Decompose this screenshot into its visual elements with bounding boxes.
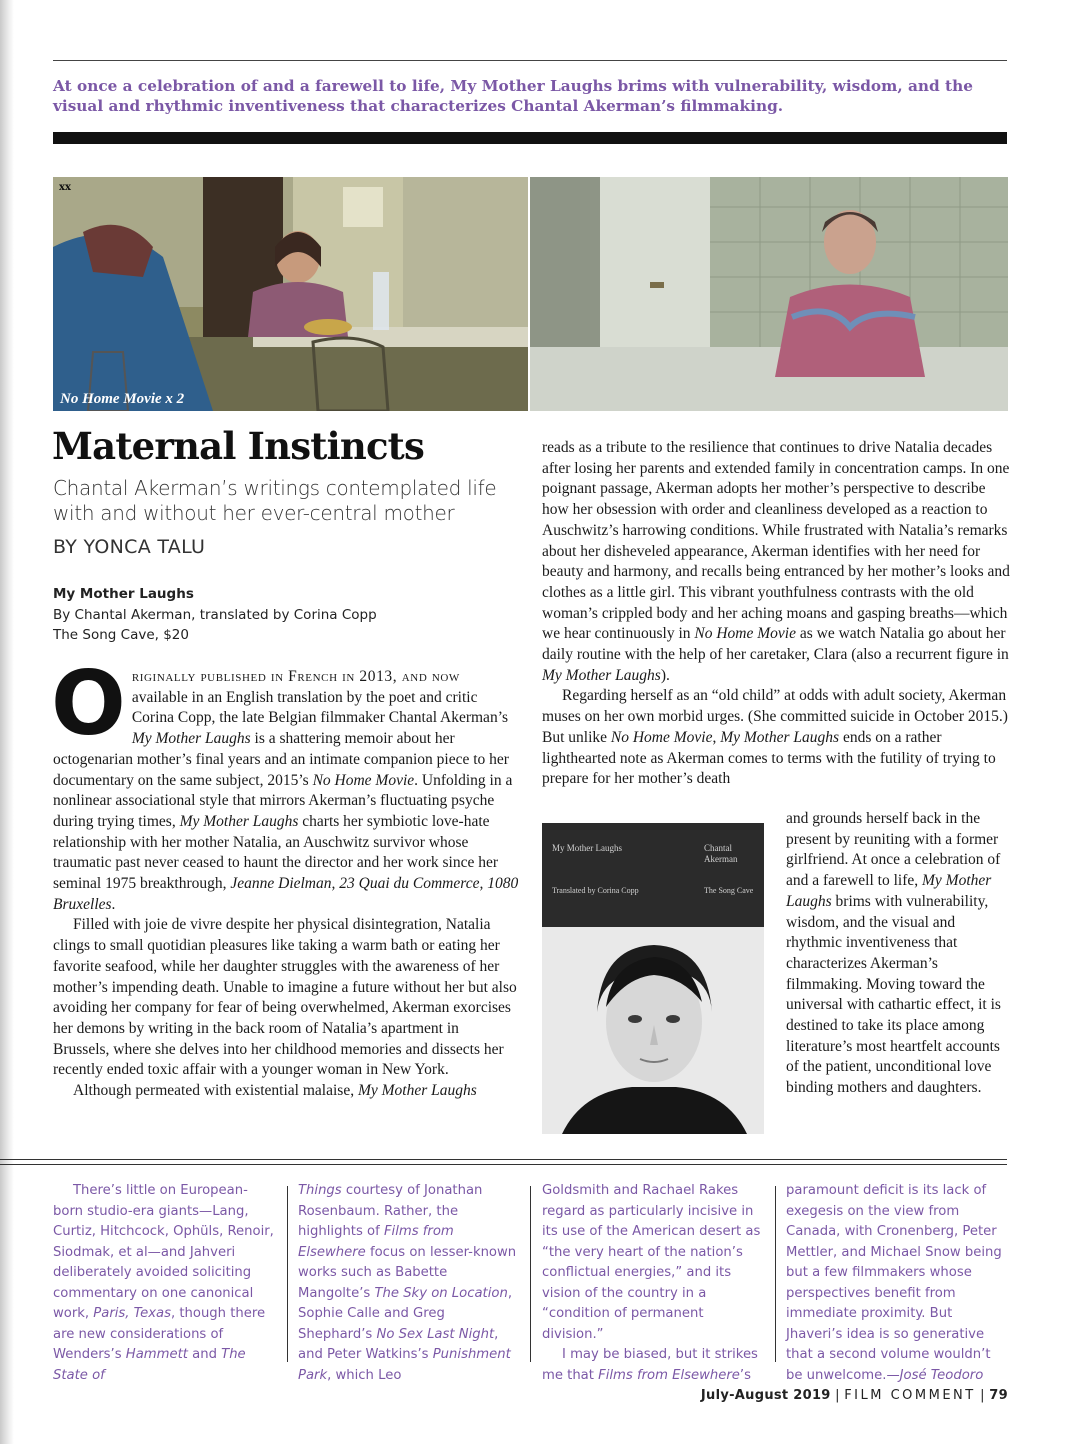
book-cover (542, 823, 764, 1134)
footer-separator: | (835, 1388, 840, 1403)
article-dek: Chantal Akerman’s writings contemplated life with and without her ever-central mother (53, 476, 497, 525)
body-column-3 (786, 809, 1010, 1099)
article-title: Maternal Instincts (52, 424, 425, 468)
column-separator (775, 1186, 776, 1362)
cover-title: My Mother Laughs (552, 843, 622, 853)
book-info (53, 584, 377, 646)
bottom-rule-bottom (0, 1164, 1007, 1165)
issue-date: July-August 2019 (700, 1388, 831, 1403)
continuation-column-4: paramount deficit is its lack of exegesis on the view from Canada, with Cronenberg, Peter Mettler, and Michael Snow being but a few filmmakers whose perspectives benefit from immediate proximity. But Jhaveri’s idea is so generative that a second volume wouldn’t be unwelcome.—José Teodoro (786, 1183, 1002, 1383)
cover-portrait (542, 927, 764, 1134)
body-paragraph: reads as a tribute to the resilience that continues to drive Natalia decades after losing her parents and extended family in concentration camps. In one poignant passage, Akerman adopts her mother’s perspective to describe how her obsession with order and cleanliness developed as a reaction to Auschwitz’s harrowing conditions. While frustrated with Natalia’s remarks about her disheveled appearance, Akerman identifies with her need for beauty and harmony, and recalls being entranced by her mother’s looks and clothes as a little girl. This vibrant youthfulness contrasts with the old woman’s crippled body and her aching moans and gasping breaths—which we hear continuously in No Home Movie as we watch Natalia go about her daily routine with the help of her caretaker, Clara (also a recurrent figure in My Mother Laughs). (542, 439, 1010, 684)
pull-quote-text: At once a celebration of and a farewell to life, My Mother Laughs brims with vulnerability, wisdom, and the visual and rhythmic inventiveness that characterizes Chantal Akerman’s filmmaking. (53, 77, 973, 115)
magazine-name: FILM COMMENT (844, 1388, 976, 1403)
continuation-column-3: Goldsmith and Rachael Rakes regard as particularly incisive in its use of the American desert as “the very heart of the nation’s conflictual energies,” and its vision of the country in a “condition of permanent division.” I may be biased, but it strikes me that Films from Elsewhere’s (542, 1183, 761, 1383)
drop-cap: O (51, 652, 126, 755)
body-column-2 (542, 438, 1010, 790)
book-publisher: The Song Cave, $20 (53, 627, 189, 643)
photo-caption: No Home Movie x 2 (60, 391, 185, 407)
page-number: 79 (989, 1388, 1008, 1403)
continuation-column-2: Things courtesy of Jonathan Rosenbaum. Rather, the highlights of Films from Elsewhere focus on lesser-known works such as Babette Mangolte’s The Sky on Location, Sophie Calle and Greg Shephard’s No Sex Last Night, and Peter Watkins’s Punishment Park, which Leo (298, 1183, 517, 1383)
cover-author-first: Chantal (704, 843, 732, 853)
photo-marker: xx (59, 182, 71, 193)
article-byline: BY YONCA TALU (53, 536, 206, 558)
body-column-1 (51, 652, 519, 1102)
book-credit: By Chantal Akerman, translated by Corina Copp (53, 606, 377, 623)
bottom-rule-top (0, 1159, 1007, 1160)
body-paragraph: Filled with joie de vivre despite her physical disintegration, Natalia clings to small quotidian pleasures like taking a warm bath or eating her favorite seafood, while her daughter struggles with the awareness of her mother’s impending death. Unable to imagine a future without her but also avoiding her company for fear of being overwhelmed, Akerman exorcises her demons by writing in the back room of Natalia’s apartment in Brussels, where she delves into her childhood memories and dissects her recently ended toxic affair with a younger woman in New York. (53, 916, 517, 1079)
book-title: My Mother Laughs (53, 586, 194, 602)
body-paragraph: Although permeated with existential malaise, My Mother Laughs (73, 1082, 477, 1100)
cover-translator: Translated by Corina Copp (552, 886, 639, 895)
footer-separator: | (980, 1388, 985, 1403)
continuation-column-1: There’s little on European-born studio-era giants—Lang, Curtiz, Hitchcock, Ophüls, Renoir, Siodmak, et al—and Jahveri deliberately avoided soliciting commentary on one canonical work, Paris, Texas, though there are new considerations of Wenders’s Hammett and The State of (53, 1183, 274, 1383)
thick-divider (53, 132, 1007, 144)
cover-publisher: The Song Cave (704, 886, 754, 895)
top-rule (53, 60, 1007, 61)
film-still-left (53, 177, 528, 411)
body-paragraph: Originally published in French in 2013, and now available in an English translation by the poet and critic Corina Copp, the late Belgian filmmaker Chantal Akerman’s My Mother Laughs is a shattering memoir about her octogenarian mother’s final years and an intimate companion piece to her documentary on the same subject, 2015’s No Home Movie. Unfolding in a nonlinear associational style that mirrors Akerman’s fluctuating psyche during trying times, My Mother Laughs charts her symbiotic love-hate relationship with her mother Natalia, an Auschwitz survivor whose traumatic past never ceased to haunt the director and her work since her seminal 1975 breakthrough, Jeanne Dielman, 23 Quai du Commerce, 1080 Bruxelles. (51, 652, 519, 913)
page-footer (701, 1388, 1008, 1403)
column-separator (530, 1186, 531, 1362)
pull-quote (53, 76, 1013, 116)
column-separator (287, 1186, 288, 1362)
body-paragraph: Regarding herself as an “old child” at odds with adult society, Akerman muses on her own morbid urges. (She committed suicide in October 2015.) But unlike No Home Movie, My Mother Laughs ends on a rather lighthearted note as Akerman comes to terms with the futility of trying to prepare for her mother’s death (542, 687, 1008, 788)
page-spine-shadow (0, 0, 14, 1444)
cover-author-last: Akerman (704, 854, 738, 864)
lead-in: riginally published in French in 2013, and now (131, 668, 460, 685)
film-still-right (530, 177, 1008, 411)
body-paragraph: and grounds herself back in the present by reuniting with a former girlfriend. At once a celebration of and a farewell to life, My Mother Laughs brims with vulnerability, wisdom, and the visual and rhythmic inventiveness that characterizes Akerman’s filmmaking. Moving toward the universal with cathartic effect, it is destined to take its place among literature’s most heartfelt accounts of the patient, unconditional love binding mothers and daughters. (786, 810, 1001, 1097)
